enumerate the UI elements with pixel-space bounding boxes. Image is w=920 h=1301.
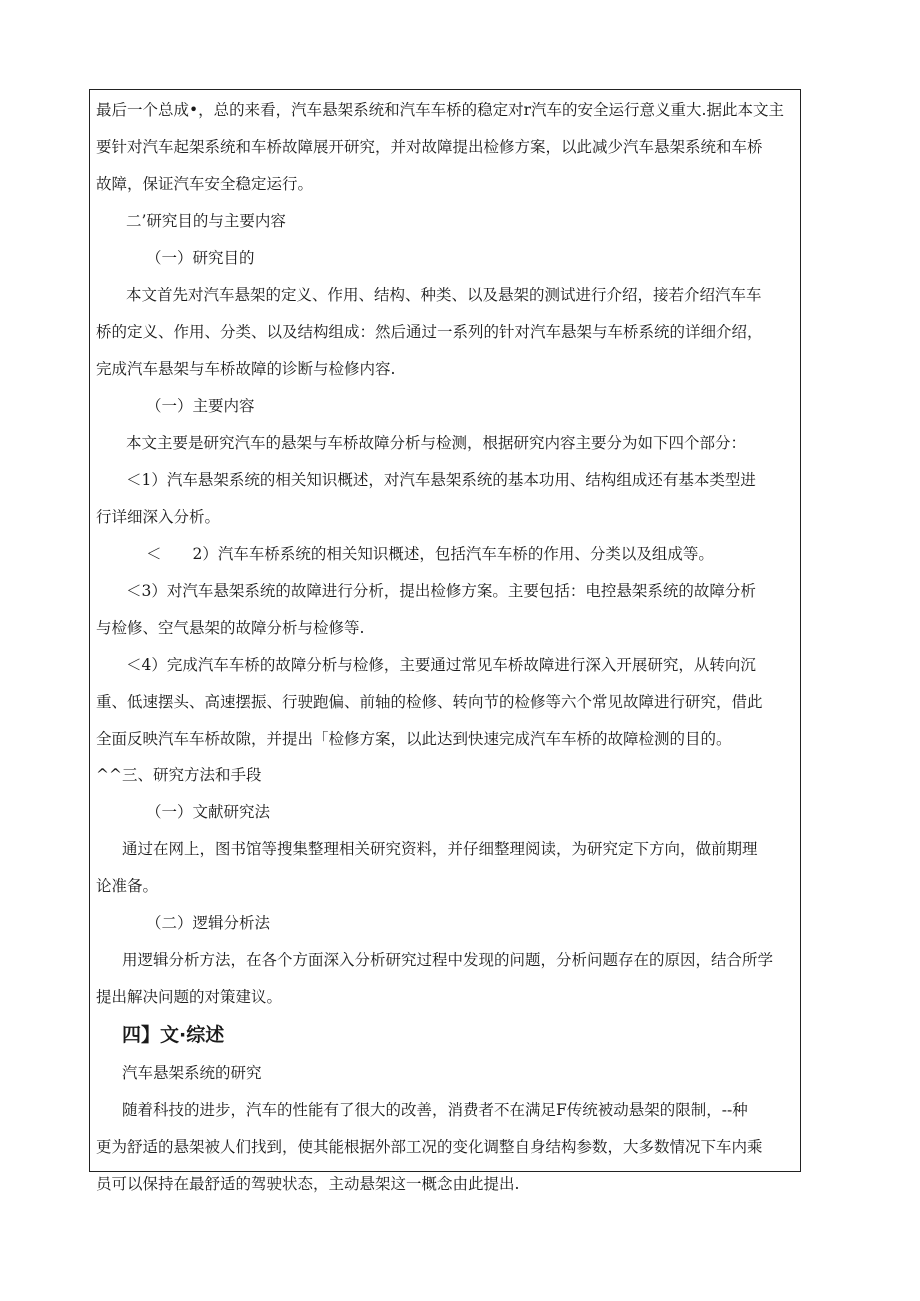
- paragraph-line: 员可以保持在最舒适的驾驶状态，主动悬架这一概念由此提出.: [96, 1175, 520, 1193]
- paragraph-line: 本文首先对汽车悬架的定义、作用、结构、种类、以及悬架的测试进行介绍，接若介绍汽车车: [126, 286, 762, 304]
- subsection-heading: （一）文献研究法: [146, 803, 271, 821]
- paragraph-line: 故障，保证汽车安全稳定运行。: [96, 175, 314, 193]
- subsection-heading: （二）逻辑分析法: [146, 914, 271, 932]
- paragraph-line: 用逻辑分析方法，在各个方面深入分析研究过程中发现的问题，分析问题存在的原因，结合所学: [122, 951, 774, 969]
- paragraph-line: 完成汽车悬架与车桥故障的诊断与检修内容.: [96, 360, 396, 378]
- subsection-heading: （一）主要内容: [146, 397, 255, 415]
- paragraph-line: 随着科技的进步，汽车的性能有了很大的改善，消费者不在满足F传统被动悬架的限制，--种: [122, 1101, 748, 1119]
- document-frame: [89, 89, 801, 1193]
- list-item-line: 全面反映汽车车桥故隙，并提出「检修方案，以此达到快速完成汽车车桥的故障检测的目的。: [96, 730, 732, 748]
- paragraph-line: 桥的定义、作用、分类、以及结构组成：然后通过一系列的针对汽车悬架与车桥系统的详细介绍，: [96, 323, 763, 341]
- list-item-line: ＜4）完成汽车车桥的故障分析与检修，主要通过常见车桥故障进行深入开展研究，从转向沉: [126, 656, 756, 674]
- paragraph-line: 提出解决问题的对策建议。: [96, 988, 283, 1006]
- paragraph-line: 最后一个总成•，总的来看，汽车悬架系统和汽车车桥的稳定对r汽车的安全运行意义重大.据此本文主: [96, 101, 784, 119]
- list-item-line: ＜1）汽车悬架系统的相关知识概述，对汽车悬架系统的基本功用、结构组成还有基本类型进: [126, 471, 756, 489]
- section-heading-large: 四】文·综述: [122, 1024, 225, 1046]
- paragraph-line: 本文主要是研究汽车的悬架与车桥故障分析与检测，根据研究内容主要分为如下四个部分：: [126, 434, 747, 452]
- review-title: 汽车悬架系统的研究: [122, 1064, 262, 1082]
- document-body: [96, 98, 792, 1197]
- paragraph-line: 通过在网上，图书馆等搜集整理相关研究资料，并仔细整理阅读，为研究定下方向，做前期理: [122, 840, 758, 858]
- paragraph-line: 要针对汽车起架系统和车桥故障展开研究，并对故障提出检修方案，以此减少汽车悬架系统和车桥: [96, 138, 763, 156]
- paragraph-line: 更为舒适的悬架被人们找到，使其能根据外部工况的变化调整自身结构参数，大多数情况下车内乘: [96, 1138, 763, 1156]
- list-item-line: 与检修、空气悬架的故障分析与检修等.: [96, 619, 365, 637]
- list-item-line: 行详细深入分析。: [96, 508, 221, 526]
- list-item-line: 重、低速摆头、高速摆振、行驶跑偏、前轴的检修、转向节的检修等六个常见故障进行研究，借此: [96, 693, 763, 711]
- section-heading: ^^三、研究方法和手段: [96, 766, 262, 784]
- paragraph-line: 论准备。: [96, 877, 159, 895]
- list-item-line: ＜ 2）汽车车桥系统的相关知识概述，包括汽车车桥的作用、分类以及组成等。: [146, 545, 714, 563]
- subsection-heading: （一）研究目的: [146, 249, 255, 267]
- list-item-line: ＜3）对汽车悬架系统的故障进行分析，提出检修方案。主要包括：电控悬架系统的故障分析: [126, 582, 756, 600]
- section-heading: 二’研究目的与主要内容: [126, 212, 286, 230]
